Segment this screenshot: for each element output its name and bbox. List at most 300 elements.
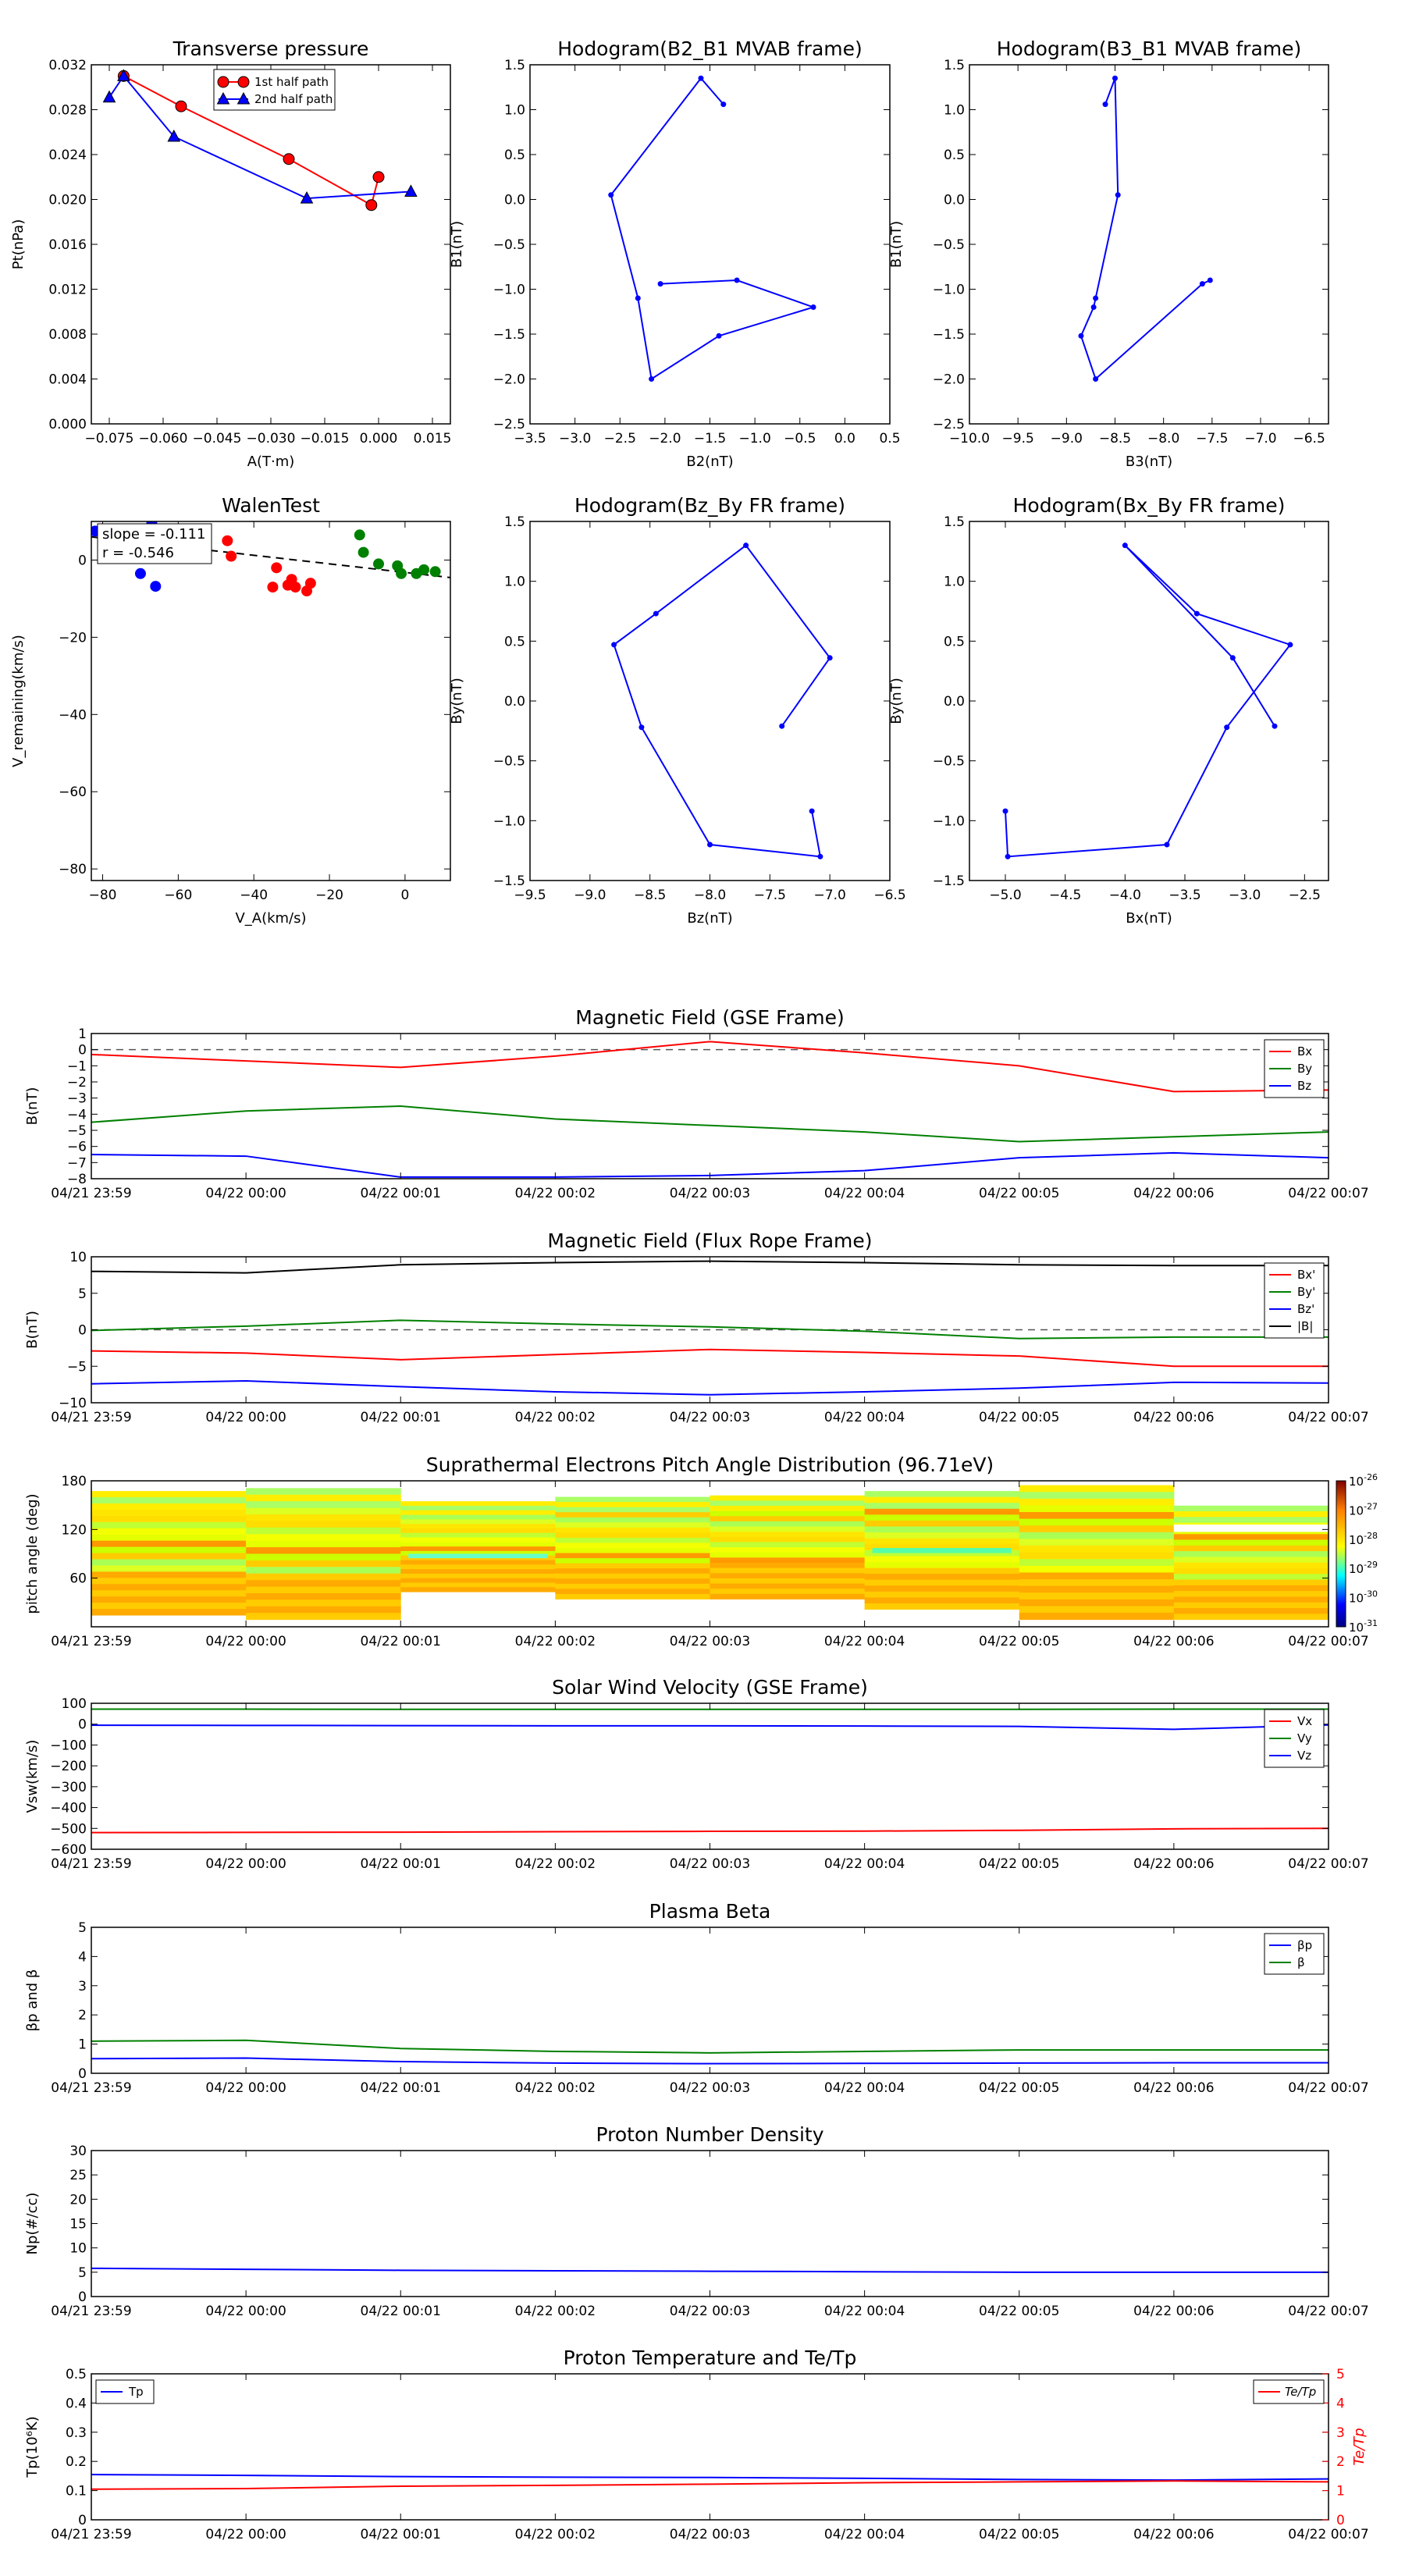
walen-series-1-point [305,578,315,589]
beta-chart [24,1900,1369,2096]
h2-series-0-point [1078,333,1083,339]
pad-cell [865,1527,1020,1533]
mf-ytick-label: −7 [66,1155,87,1172]
pad-cell [1019,1586,1175,1593]
mf-ytick-label: −8 [66,1172,87,1187]
pad-cell [555,1497,710,1503]
tp-series-1-point [405,185,417,196]
walen-ylabel: V_remaining(km/s) [10,635,27,767]
tpp-xtick-label: 04/22 00:04 [823,2527,905,2542]
pad-cell [1019,1546,1175,1553]
tp-series-0-point [176,101,187,112]
h1-xtick-label: −3.5 [514,431,546,447]
h2-ytick-label: 1.0 [943,102,965,119]
beta-xtick-label: 04/21 23:59 [51,2080,132,2096]
tpp-legend-left [96,2380,154,2403]
h2-ytick-label: 0.0 [943,192,965,208]
h4-ylabel: By(nT) [888,678,905,724]
h3-ytick-label: 1.0 [503,574,525,590]
pad-cell [555,1589,710,1594]
tp-legend-marker [238,76,249,87]
pad-cell [1174,1551,1329,1557]
mffr-chart [24,1229,1369,1425]
h3-series-0-point [827,655,833,660]
pad-xtick-label: 04/22 00:05 [979,1634,1060,1649]
mffr-xtick-label: 04/22 00:06 [1133,1410,1215,1425]
pad-cell [246,1560,401,1567]
h3-plot-area [611,543,833,859]
walen-ytick-label: −80 [59,862,87,878]
pad-cell [1174,1546,1329,1552]
pad-colorbar-label: $10^{-28}$ [1349,1530,1378,1547]
pad-cell [555,1584,710,1589]
h3-ylabel: By(nT) [449,678,465,724]
np-xtick-label: 04/22 00:00 [205,2304,286,2319]
mf-xtick-label: 04/22 00:00 [205,1186,286,1201]
mf-series-1-line [91,1106,1329,1141]
pad-cell [555,1558,710,1564]
pad-cell [555,1564,710,1569]
h2-ylabel: B1(nT) [888,220,905,269]
pad-cell [710,1584,866,1589]
pad-colorbar-exp: -30 [1364,1589,1378,1599]
pad-cell [1174,1603,1329,1609]
mf-ytick-label: −1 [66,1059,87,1075]
h3-xtick-label: −8.5 [634,888,667,903]
tp-xtick-label: 0.000 [359,431,398,447]
beta-series-0-line [91,2058,1329,2064]
h1-ytick-label: −2.5 [493,417,525,432]
walen-annotation [98,524,212,564]
pad-cell [865,1532,1020,1539]
mf-chart [24,1006,1369,1201]
pad-cell [400,1546,556,1551]
h2-series-0-point [1115,192,1121,197]
tp-xtick-label: 0.015 [413,431,452,447]
pad-cell [710,1516,866,1521]
h3-series-0-point [611,642,617,647]
tpp-xtick-label: 04/22 00:00 [205,2527,286,2542]
mffr-plot-area [91,1261,1329,1395]
tp-xtick-label: −0.060 [138,431,188,447]
pad-cell [865,1539,1020,1545]
h2-xtick-label: −7.5 [1196,431,1229,447]
pad-colorbar-label: $10^{-31}$ [1349,1618,1378,1635]
pad-cell [246,1606,401,1614]
pad-cell [1019,1572,1175,1579]
pad-cell [246,1501,401,1508]
tp-title: Transverse pressure [173,37,369,60]
h1-ytick-label: −1.5 [493,327,525,343]
beta-ytick-label: 5 [78,1920,87,1936]
h1-ytick-label: 1.0 [503,102,525,119]
h2-series-0-point [1112,76,1118,81]
pad-cell [865,1491,1020,1497]
mf-legend-label: By [1297,1062,1313,1076]
pad-cell [246,1514,401,1521]
walen-r-text: r = -0.546 [102,545,174,561]
walen-series-1-point [268,582,278,592]
mffr-ytick-label: −10 [59,1396,87,1411]
tp-ytick-label: 0.028 [48,102,87,119]
h2-ytick-label: −2.5 [932,417,965,432]
h2-xtick-label: −8.0 [1147,431,1180,447]
h3-xtick-label: −6.5 [873,888,906,903]
pad-colorbar-label: $10^{-27}$ [1349,1501,1378,1518]
h4-series-0-point [1230,655,1236,660]
pad-cell [91,1590,247,1596]
mffr-ytick-label: 10 [69,1250,87,1265]
mf-ytick-label: −3 [66,1091,87,1107]
pad-colorbar-label: $10^{-26}$ [1349,1472,1378,1489]
mf-xtick-label: 04/22 00:05 [979,1186,1060,1201]
tp-ytick-label: 0.024 [48,148,87,163]
tp-xtick-label: −0.030 [246,431,296,447]
pad-cell [710,1578,866,1584]
walen-ytick-label: −40 [59,707,87,724]
mf-xtick-label: 04/22 00:06 [1133,1186,1215,1201]
h3-xtick-label: −7.0 [813,888,846,903]
beta-frame [91,1927,1329,2073]
np-xtick-label: 04/22 00:04 [823,2304,905,2319]
beta-xtick-label: 04/22 00:06 [1133,2080,1215,2096]
pad-cell [246,1495,401,1502]
beta-xtick-label: 04/22 00:05 [979,2080,1060,2096]
h1-ytick-label: −1.0 [493,282,525,298]
h1-xtick-label: 0.0 [834,431,855,447]
mffr-title: Magnetic Field (Flux Rope Frame) [547,1229,873,1252]
tp-xlabel: A(T·m) [247,454,295,470]
mffr-legend [1264,1263,1324,1338]
tpp-xtick-label: 04/21 23:59 [51,2527,132,2542]
pad-cell [710,1500,866,1506]
pad-xtick-label: 04/22 00:07 [1288,1634,1369,1649]
walen-title: WalenTest [222,494,320,517]
h2-series-0-point [1200,281,1205,286]
beta-legend-label: β [1297,1955,1305,1969]
pad-cell [91,1596,247,1603]
pad-cell [865,1562,1020,1568]
walen-series-2-point [354,530,365,540]
h3-ytick-label: −1.5 [493,873,525,889]
h1-ytick-label: −2.0 [493,372,525,388]
pad-xtick-label: 04/22 00:00 [205,1634,286,1649]
pad-cell [1019,1505,1175,1512]
pad-ylabel: pitch angle (deg) [24,1493,41,1614]
pad-cell [865,1503,1020,1509]
mffr-legend-label: |B| [1297,1319,1314,1333]
np-xtick-label: 04/22 00:02 [514,2304,596,2319]
pad-cell [400,1560,556,1565]
pad-colorbar-label: $10^{-30}$ [1349,1589,1378,1606]
pad-ytick-label: 180 [61,1474,87,1489]
h2-ytick-label: −1.5 [932,327,965,343]
walen-series-2-point [430,567,440,577]
pad-cell [865,1592,1020,1598]
beta-legend-label: βp [1297,1938,1313,1952]
h3-xlabel: Bz(nT) [687,910,733,927]
h1-xtick-label: −2.5 [603,431,636,447]
h2-title: Hodogram(B3_B1 MVAB frame) [996,37,1302,60]
h1-chart [449,37,901,470]
tpp-ytick-label: 0 [78,2513,87,2528]
h1-series-0-point [698,76,703,81]
h4-series-0-point [1272,724,1278,729]
walen-series-0-point [135,568,145,578]
sw-ytick-label: −600 [50,1842,87,1858]
mffr-xtick-label: 04/22 00:00 [205,1410,286,1425]
tp-ytick-label: 0.004 [48,372,87,388]
pad-cell [246,1587,401,1594]
h2-series-0-point [1091,304,1097,310]
pad-cell [1174,1574,1329,1580]
sw-legend-label: Vy [1297,1731,1312,1745]
tp-legend-marker [218,76,229,87]
pad-cell [710,1537,866,1542]
pad-chart [24,1453,1378,1649]
h4-series-0-point [1224,724,1229,730]
h4-series-0-point [1287,642,1293,647]
beta-ytick-label: 3 [78,1978,87,1994]
h1-ytick-label: 1.5 [503,58,525,73]
mf-plot-area [91,1041,1329,1177]
walen-xtick-label: −80 [88,888,117,903]
walen-xtick-label: 0 [400,888,410,903]
np-ytick-label: 10 [69,2240,87,2257]
pad-cell [710,1527,866,1532]
walen-series-1-point [272,563,282,573]
pad-cell [400,1538,556,1542]
tp-xtick-label: −0.015 [300,431,350,447]
pad-cell [710,1521,866,1527]
pad-cell [710,1547,866,1553]
h1-title: Hodogram(B2_B1 MVAB frame) [557,37,863,60]
pad-cell [91,1522,247,1528]
tp-ytick-label: 0.016 [48,237,87,253]
mffr-legend-label: Bz' [1297,1302,1315,1316]
h2-frame [969,65,1329,424]
pad-cell [865,1497,1020,1503]
sw-legend-label: Vz [1297,1749,1312,1763]
h2-xtick-label: −8.5 [1098,431,1132,447]
pad-title: Suprathermal Electrons Pitch Angle Distribution (96.71eV) [425,1453,994,1476]
pad-cell [865,1603,1020,1610]
pad-cell [555,1574,710,1579]
pad-cell [1019,1512,1175,1519]
mf-xtick-label: 04/22 00:07 [1288,1186,1369,1201]
beta-series-1-line [91,2041,1329,2053]
mf-ylabel: B(nT) [24,1087,41,1126]
mf-legend-label: Bx [1297,1044,1313,1059]
np-series-0-line [91,2268,1329,2272]
sw-ytick-label: 100 [61,1696,87,1712]
pad-cell [555,1532,710,1538]
tpp-legend-label: Tp [129,2385,144,2399]
pad-cell [865,1585,1020,1592]
mffr-legend-label: Bx' [1297,1268,1316,1282]
pad-cell [91,1528,247,1535]
mf-legend [1264,1040,1324,1098]
h4-series-0-point [1005,854,1011,859]
tpp-ylabel-right: Te/Tp [1351,2428,1368,2466]
h1-series-0-point [720,101,726,107]
np-plot-area [91,2268,1329,2272]
h2-xtick-label: −10.0 [948,431,991,447]
mffr-series-0-line [91,1350,1329,1367]
h1-xlabel: B2(nT) [686,454,734,470]
h4-series-0-point [1003,809,1008,814]
walen-series-2-point [397,568,407,578]
h4-ytick-label: 1.0 [943,574,965,590]
h3-title: Hodogram(Bz_By FR frame) [574,494,846,517]
h1-xtick-label: −2.0 [649,431,681,447]
pad-cell [710,1553,866,1558]
mffr-ytick-label: 5 [78,1286,87,1302]
h2-xtick-label: −7.0 [1244,431,1277,447]
h1-xtick-label: −1.0 [738,431,771,447]
beta-xtick-label: 04/22 00:00 [205,2080,286,2096]
h3-series-0-point [653,611,659,617]
pad-cell [865,1521,1020,1527]
pad-cell [91,1503,247,1510]
h2-series-0-point [1093,376,1098,382]
pad-cell [865,1514,1020,1521]
h2-ytick-label: −1.0 [932,282,965,298]
h3-series-0-point [779,724,784,729]
sw-ylabel: Vsw(km/s) [24,1739,41,1813]
h4-ytick-label: −0.5 [932,753,965,770]
tpp-legend-right [1254,2380,1324,2403]
tpp-ytick-label: 0.3 [65,2425,87,2441]
h1-series-0-point [717,333,722,339]
tp-ytick-label: 0.008 [48,327,87,343]
mffr-xtick-label: 04/22 00:02 [514,1410,596,1425]
beta-ytick-label: 0 [78,2066,87,2082]
sw-plot-area [91,1709,1329,1832]
walen-series-1-point [222,535,233,546]
h2-xtick-label: −6.5 [1293,431,1325,447]
h2-ytick-label: −0.5 [932,237,965,253]
tpp-legend-label: Te/Tp [1285,2385,1317,2399]
sw-series-2-line [91,1725,1329,1730]
h1-series-0-point [811,304,816,310]
pad-cell [400,1542,556,1546]
mffr-ylabel: B(nT) [24,1311,41,1349]
h3-ytick-label: −1.0 [493,813,525,830]
mffr-ytick-label: −5 [66,1359,87,1375]
pad-cell [1019,1525,1175,1532]
h4-series-0-point [1194,611,1200,617]
h3-ytick-label: 1.5 [503,514,525,530]
pad-cell [1019,1499,1175,1506]
pad-cell [710,1563,866,1568]
pad-cell [400,1578,556,1583]
pad-cell [555,1522,710,1528]
h4-ytick-label: 0.0 [943,694,965,710]
h4-series-0-point [1165,842,1170,848]
sw-xtick-label: 04/22 00:03 [669,1856,751,1872]
pad-cell [400,1569,556,1574]
h2-series-0-point [1103,101,1108,107]
pad-cell [555,1553,710,1559]
mf-ytick-label: −4 [66,1107,87,1123]
pad-cell [91,1547,247,1553]
pad-cell [1174,1563,1329,1569]
h4-xtick-label: −3.0 [1229,888,1261,903]
pad-cell [1174,1568,1329,1574]
beta-ytick-label: 1 [78,2037,87,2053]
pad-cell [710,1594,866,1599]
walen-series-2-point [374,559,384,569]
h3-ytick-label: 0.0 [503,694,525,710]
h3-series-0-point [817,854,823,859]
pad-cell [1174,1557,1329,1563]
tpp-frame [91,2374,1329,2520]
tp-frame [91,65,450,424]
walen-series-2-point [358,547,368,557]
h3-ytick-label: −0.5 [493,753,525,770]
h4-xtick-label: −5.0 [989,888,1022,903]
h2-ytick-label: 1.5 [943,58,965,73]
h2-xtick-label: −9.5 [1001,431,1034,447]
pad-cell [710,1573,866,1578]
h1-series-0-point [649,376,654,382]
mffr-xtick-label: 04/22 00:05 [979,1410,1060,1425]
h4-ytick-label: −1.5 [932,873,965,889]
sw-xtick-label: 04/22 00:02 [514,1856,596,1872]
np-chart [24,2123,1369,2319]
tpp-ytick-label: 0.2 [65,2454,87,2471]
walen-chart [10,494,450,927]
pad-cell [91,1535,247,1541]
tpp-xtick-label: 04/22 00:01 [360,2527,441,2542]
pad-colorbar-bar [1336,1481,1346,1627]
pad-cell [246,1547,401,1554]
pad-cell [1174,1517,1329,1523]
tpp-chart [24,2347,1369,2542]
mf-ytick-label: 1 [78,1026,87,1042]
pad-cell [710,1496,866,1501]
mffr-xtick-label: 04/22 00:01 [360,1410,441,1425]
pad-cell [1019,1592,1175,1599]
pad-ytick-label: 60 [69,1571,87,1587]
pad-cell [400,1510,556,1515]
pad-cell [91,1565,247,1571]
pad-cell [400,1515,556,1520]
mf-legend-label: Bz [1297,1079,1312,1093]
sw-xtick-label: 04/22 00:06 [1133,1856,1215,1872]
pad-cell [555,1538,710,1543]
walen-series-0-point [151,582,161,592]
pad-cell [555,1578,710,1584]
h4-ytick-label: −1.0 [932,813,965,830]
pad-cell [555,1502,710,1507]
beta-xtick-label: 04/22 00:02 [514,2080,596,2096]
tp-ytick-label: 0.032 [48,58,87,73]
tpp-ytick-label-right: 0 [1336,2513,1345,2528]
h1-ytick-label: 0.5 [503,148,525,163]
pad-cell [91,1553,247,1560]
walen-series-1-point [226,551,237,561]
tp-legend [214,69,335,110]
pad-cell [246,1528,401,1535]
np-xtick-label: 04/22 00:03 [669,2304,751,2319]
pad-cell [246,1488,401,1495]
pad-cell [91,1578,247,1584]
pad-colorbar-exp: -28 [1364,1530,1378,1541]
h3-series-0-line [614,546,831,857]
pad-cell [1019,1519,1175,1526]
